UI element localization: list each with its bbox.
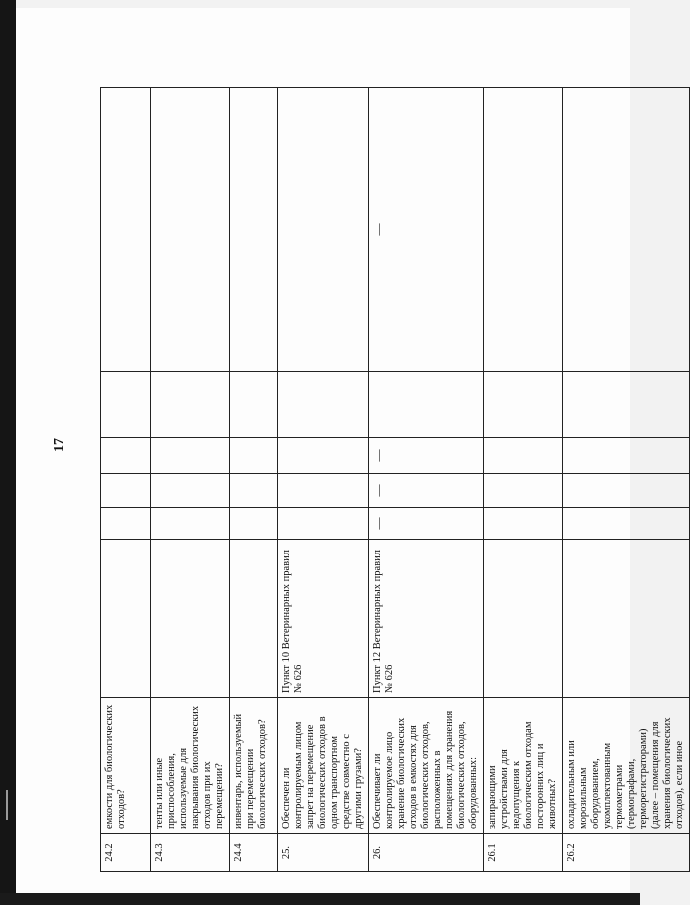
row-number: 26.1 xyxy=(484,834,563,872)
table-row xyxy=(484,88,563,872)
table-row xyxy=(369,88,484,872)
answer-cell xyxy=(101,88,151,372)
scan-edge-left xyxy=(0,0,16,905)
answer-cell xyxy=(278,438,369,474)
answer-cell xyxy=(484,508,563,540)
row-number: 26.2 xyxy=(563,834,690,872)
answer-cell xyxy=(151,438,230,474)
legal-basis-cell xyxy=(484,540,563,698)
answer-cell xyxy=(101,508,151,540)
answer-cell: — xyxy=(369,88,484,372)
answer-cell xyxy=(369,372,484,438)
row-number: 24.3 xyxy=(151,834,230,872)
question-cell: охладительным или морозильным оборудованием, укомплектованным термометрами (термографами, терморегистраторами) (далее – помещения для хранения биологических отходов), если иное xyxy=(563,698,690,834)
table-row xyxy=(230,88,278,872)
scan-edge-bottom xyxy=(0,893,640,905)
legal-basis-cell xyxy=(101,540,151,698)
answer-cell xyxy=(278,474,369,508)
answer-cell xyxy=(484,88,563,372)
answer-cell xyxy=(563,438,690,474)
answer-cell xyxy=(278,372,369,438)
answer-cell xyxy=(484,438,563,474)
answer-cell xyxy=(278,508,369,540)
answer-cell: — xyxy=(369,508,484,540)
legal-basis-cell xyxy=(563,540,690,698)
legal-basis-cell: Пункт 10 Ветеринарных правил № 626 xyxy=(278,540,369,698)
legal-basis-cell xyxy=(151,540,230,698)
question-cell: Обеспечивает ли контролируемое лицо хранение биологических отходов в емкостях для биологических отходов, расположенных в помещениях для хранения биологических отходов, оборудованных: xyxy=(369,698,484,834)
question-cell: тенты или иные приспособления, используемые для накрывания биологических отходов при их перемещении? xyxy=(151,698,230,834)
row-number: 24.4 xyxy=(230,834,278,872)
table-row xyxy=(278,88,369,872)
table-row xyxy=(151,88,230,872)
question-cell: Обеспечен ли контролируемым лицом запрет на перемещение биологических отходов в одном транспортном средстве совместно с другими грузами? xyxy=(278,698,369,834)
margin-mark xyxy=(6,790,8,820)
answer-cell xyxy=(151,88,230,372)
row-number: 26. xyxy=(369,834,484,872)
answer-cell xyxy=(563,88,690,372)
answer-cell xyxy=(101,474,151,508)
answer-cell xyxy=(484,474,563,508)
row-number: 24.2 xyxy=(101,834,151,872)
legal-basis-cell: Пункт 12 Ветеринарных правил № 626 xyxy=(369,540,484,698)
answer-cell xyxy=(101,372,151,438)
answer-cell xyxy=(230,88,278,372)
answer-cell xyxy=(230,508,278,540)
answer-cell xyxy=(151,474,230,508)
answer-cell xyxy=(230,438,278,474)
answer-cell xyxy=(563,372,690,438)
question-cell: емкости для биологических отходов? xyxy=(101,698,151,834)
checklist-table xyxy=(100,88,685,872)
question-cell: инвентарь, используемый при перемещении биологических отходов? xyxy=(230,698,278,834)
answer-cell xyxy=(563,474,690,508)
answer-cell xyxy=(151,508,230,540)
answer-cell xyxy=(151,372,230,438)
page-number: 17 xyxy=(52,438,67,452)
answer-cell xyxy=(484,372,563,438)
answer-cell: — xyxy=(369,438,484,474)
answer-cell xyxy=(101,438,151,474)
answer-cell xyxy=(278,88,369,372)
legal-basis-cell xyxy=(230,540,278,698)
answer-cell xyxy=(230,372,278,438)
answer-cell xyxy=(230,474,278,508)
answer-cell: — xyxy=(369,474,484,508)
question-cell: запирающими устройствами для недопущения к биологическим отходам посторонних лиц и животных? xyxy=(484,698,563,834)
table-row xyxy=(563,88,690,872)
row-number: 25. xyxy=(278,834,369,872)
answer-cell xyxy=(563,508,690,540)
table-row xyxy=(101,88,151,872)
